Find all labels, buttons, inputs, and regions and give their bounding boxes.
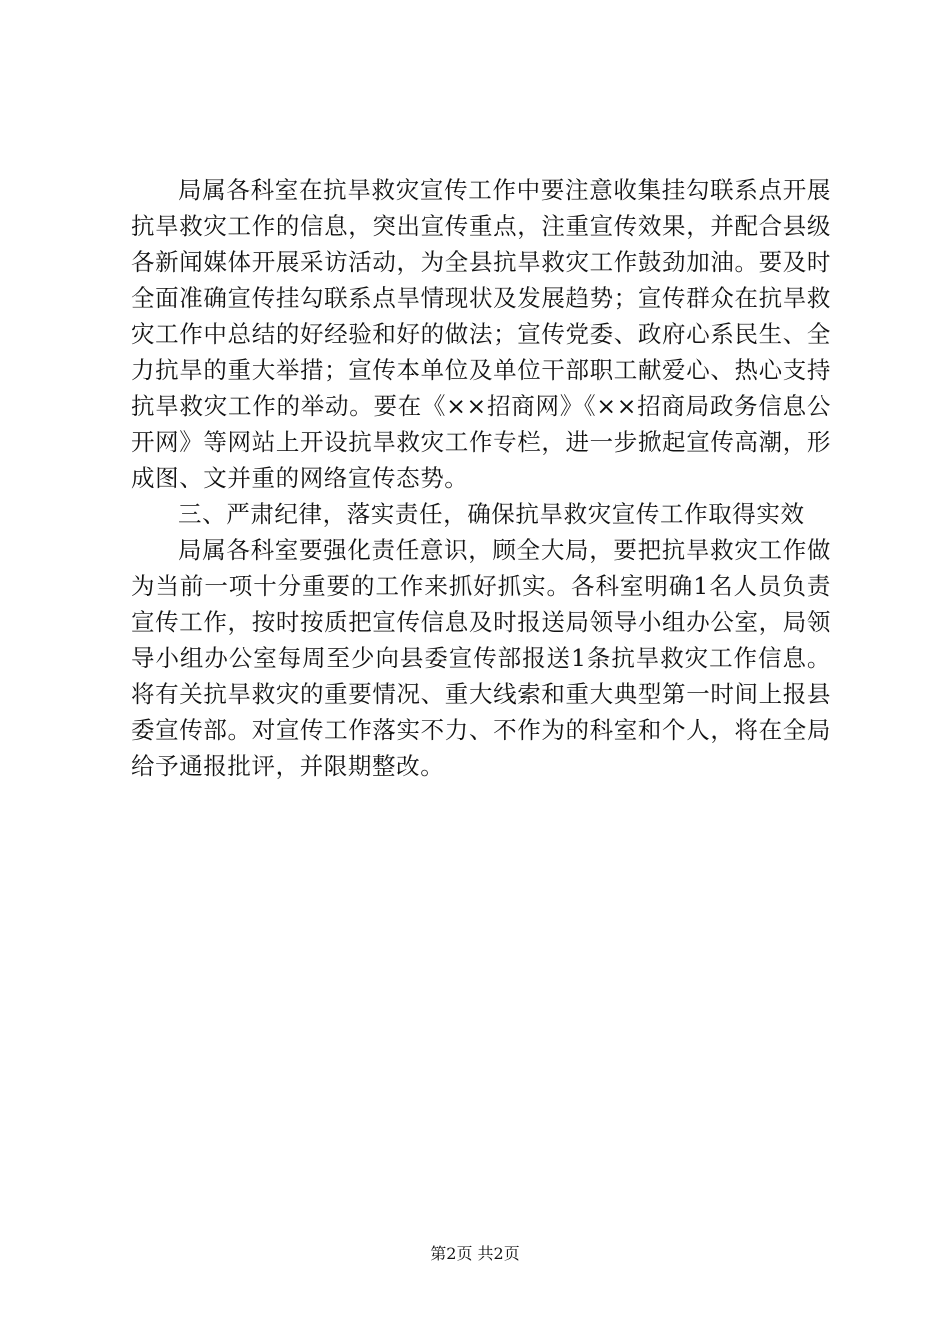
section-heading-discipline: 三、严肃纪律，落实责任，确保抗旱救灾宣传工作取得实效 [178, 500, 805, 528]
paragraph-publicity-content: 局属各科室在抗旱救灾宣传工作中要注意收集挂勾联系点开展抗旱救灾工作的信息，突出宣传重点，注重宣传效果，并配合县级各新闻媒体开展采访活动，为全县抗旱救灾工作鼓劲加油。要及时全面准确宣传挂勾联系点旱情现状及发展趋势；宣传群众在抗旱救灾工作中总结的好经验和好的做法；宣传党委、政府心系民生、全力抗旱的重大举措；宣传本单位及单位干部职工献爱心、热心支持抗旱救灾工作的举动。要在《××招商网》《××招商局政务信息公开网》等网站上开设抗旱救灾工作专栏，进一步掀起宣传高潮，形成图、文并重的网络宣传态势。 [131, 176, 831, 492]
paragraph-responsibility: 局属各科室要强化责任意识，顾全大局，要把抗旱救灾工作做为当前一项十分重要的工作来抓好抓实。各科室明确1名人员负责宣传工作，按时按质把宣传信息及时报送局领导小组办公室，局领导小组办公室每周至少向县委宣传部报送1条抗旱救灾工作信息。将有关抗旱救灾的重要情况、重大线索和重大典型第一时间上报县委宣传部。对宣传工作落实不力、不作为的科室和个人，将在全局给予通报批评，并限期整改。 [131, 536, 831, 780]
page-footer [0, 1243, 950, 1265]
document-body [131, 172, 831, 784]
page-number: 第2页 共2页 [430, 1244, 520, 1263]
